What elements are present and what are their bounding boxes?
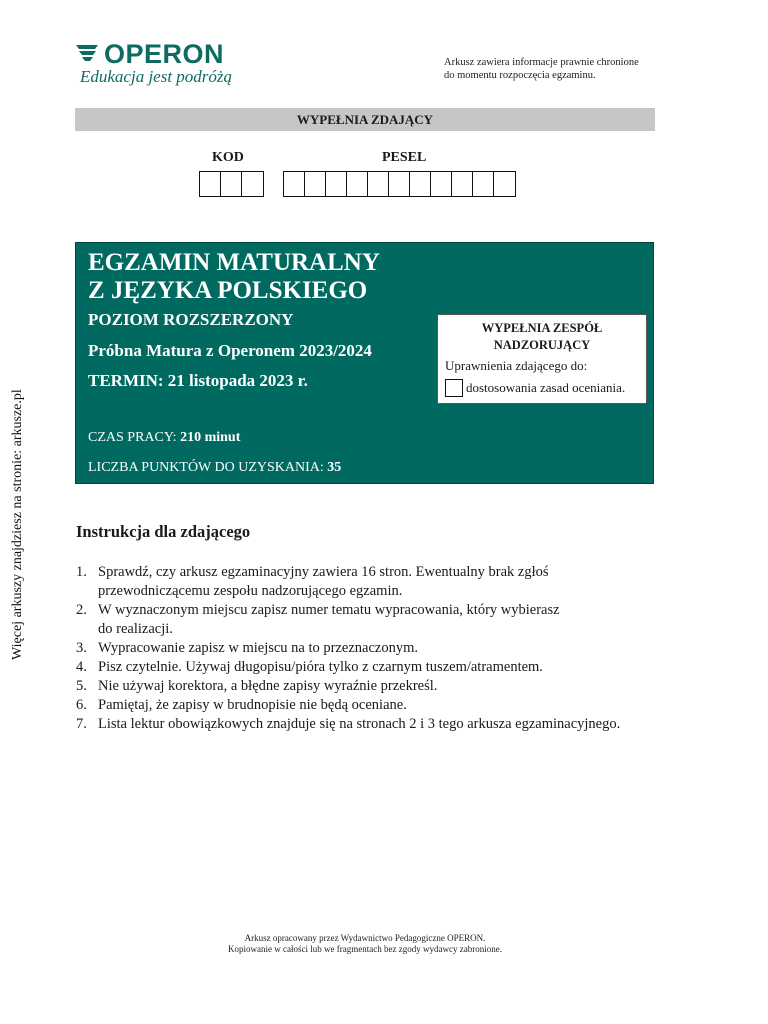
pesel-cell[interactable] bbox=[494, 172, 515, 196]
pesel-cell[interactable] bbox=[389, 172, 410, 196]
instruction-item: 2. W wyznaczonym miejscu zapisz numer tematu wypracowania, który wybierasz do realizacji. bbox=[76, 602, 560, 637]
supervisor-permissions: Uprawnienia zdającego do: bbox=[445, 358, 588, 373]
pesel-cell[interactable] bbox=[326, 172, 347, 196]
exam-time: CZAS PRACY: 210 minut bbox=[88, 430, 241, 445]
pesel-cell[interactable] bbox=[305, 172, 326, 196]
logo-wordmark: OPERON bbox=[104, 39, 225, 69]
instruction-item: 6. Pamiętaj, że zapisy w brudnopisie nie będą oceniane. bbox=[76, 697, 407, 713]
instruction-item: 4. Pisz czytelnie. Używaj długopisu/pióra tylko z czarnym tuszem/atramentem. bbox=[76, 659, 543, 675]
exam-title-line1: EGZAMIN MATURALNY bbox=[88, 249, 380, 276]
supervisor-heading: WYPEŁNIA ZESPÓŁ NADZORUJĄCY bbox=[481, 321, 603, 352]
footer: Arkusz opracowany przez Wydawnictwo Pedagogiczne OPERON. Kopiowanie w całości lub we fragmentach bez zgody wydawcy zabronione. bbox=[228, 933, 502, 954]
logo-tagline: Edukacja jest podróżą bbox=[80, 67, 233, 86]
instruction-item: 1. Sprawdź, czy arkusz egzaminacyjny zawiera 16 stron. Ewentualny brak zgłoś przewodniczącemu zespołu nadzorującego egzamin. bbox=[76, 564, 549, 599]
pesel-boxes[interactable] bbox=[283, 171, 516, 197]
instructions-title: Instrukcja dla zdającego bbox=[76, 522, 251, 541]
kod-label: KOD bbox=[212, 150, 244, 165]
supervisor-box bbox=[437, 314, 647, 404]
pesel-cell[interactable] bbox=[410, 172, 431, 196]
pesel-cell[interactable] bbox=[473, 172, 494, 196]
adjustment-checkbox[interactable] bbox=[445, 379, 463, 397]
exam-panel bbox=[75, 242, 654, 484]
pesel-cell[interactable] bbox=[368, 172, 389, 196]
pesel-cell[interactable] bbox=[452, 172, 473, 196]
kod-cell[interactable] bbox=[242, 172, 263, 196]
candidate-band: WYPEŁNIA ZDAJĄCY bbox=[75, 108, 655, 131]
pesel-cell[interactable] bbox=[431, 172, 452, 196]
exam-level: POZIOM ROZSZERZONY bbox=[88, 310, 294, 329]
kod-boxes[interactable] bbox=[199, 171, 264, 197]
instruction-item: 7. Lista lektur obowiązkowych znajduje się na stronach 2 i 3 tego arkusza egzaminacyjnego. bbox=[76, 716, 621, 732]
instructions-list bbox=[76, 563, 676, 734]
pesel-cell[interactable] bbox=[347, 172, 368, 196]
kod-cell[interactable] bbox=[200, 172, 221, 196]
operon-wing-icon bbox=[76, 43, 102, 63]
side-note: Więcej arkuszy znajdziesz na stronie: arkusze.pl bbox=[10, 389, 25, 660]
exam-points: LICZBA PUNKTÓW DO UZYSKANIA: 35 bbox=[88, 460, 342, 475]
instruction-item: 3. Wypracowanie zapisz w miejscu na to przeznaczonym. bbox=[76, 640, 418, 656]
operon-logo bbox=[76, 40, 256, 90]
pesel-label: PESEL bbox=[382, 150, 427, 165]
instruction-item: 5. Nie używaj korektora, a błędne zapisy wyraźnie przekreśl. bbox=[76, 678, 438, 694]
adjustment-checkbox-label: dostosowania zasad oceniania. bbox=[466, 380, 626, 395]
legal-note: Arkusz zawiera informacje prawnie chronione do momentu rozpoczęcia egzaminu. bbox=[444, 57, 639, 81]
exam-title-line2: Z JĘZYKA POLSKIEGO bbox=[88, 277, 368, 304]
exam-date: TERMIN: 21 listopada 2023 r. bbox=[88, 371, 308, 390]
kod-cell[interactable] bbox=[221, 172, 242, 196]
pesel-cell[interactable] bbox=[284, 172, 305, 196]
exam-edition: Próbna Matura z Operonem 2023/2024 bbox=[88, 341, 372, 360]
